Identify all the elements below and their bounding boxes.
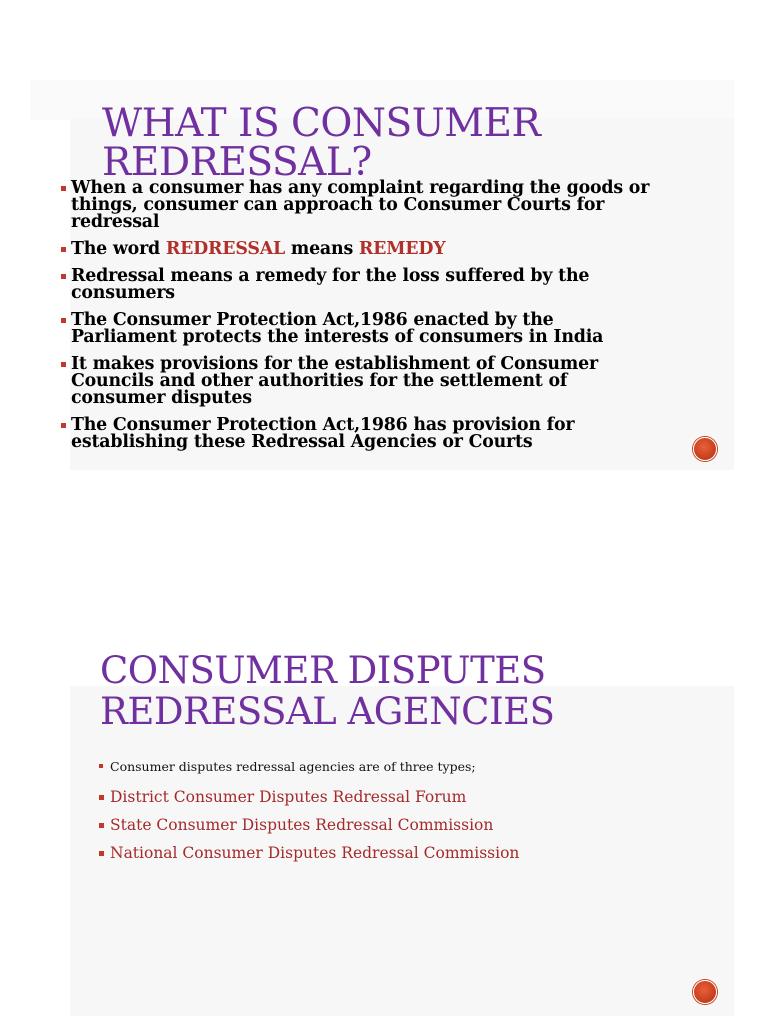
list-item: District Consumer Disputes Redressal Forum	[98, 788, 618, 806]
list-item: Consumer disputes redressal agencies are of three types;	[98, 758, 618, 776]
slide-2-title: CONSUMER DISPUTES REDRESSAL AGENCIES	[100, 649, 555, 734]
slide-2-bullet-list	[98, 758, 618, 872]
slide-1-title: WHAT IS CONSUMER REDRESSAL?	[102, 101, 541, 185]
list-item: Redressal means a remedy for the loss suffered by the consumers	[60, 268, 660, 302]
list-item: National Consumer Disputes Redressal Commission	[98, 844, 618, 862]
slide-1-bullet-list	[60, 180, 660, 461]
list-item: When a consumer has any complaint regarding the goods or things, consumer can approach to Consumer Courts for redressal	[60, 180, 660, 231]
highlight-remedy: REMEDY	[358, 239, 446, 259]
list-item: The word REDRESSAL means REMEDY	[60, 241, 660, 258]
list-item: It makes provisions for the establishment of Consumer Councils and other authorities for the settlement of consumer disputes	[60, 356, 660, 407]
list-item: State Consumer Disputes Redressal Commission	[98, 816, 618, 834]
highlight-redressal: REDRESSAL	[165, 239, 286, 259]
list-item: The Consumer Protection Act,1986 has provision for establishing these Redressal Agencies or Courts	[60, 417, 660, 451]
list-item: The Consumer Protection Act,1986 enacted by the Parliament protects the interests of consumers in India	[60, 312, 660, 346]
slide-1-nav-circle-icon[interactable]	[693, 437, 717, 461]
slide-2-nav-circle-icon[interactable]	[693, 980, 717, 1004]
